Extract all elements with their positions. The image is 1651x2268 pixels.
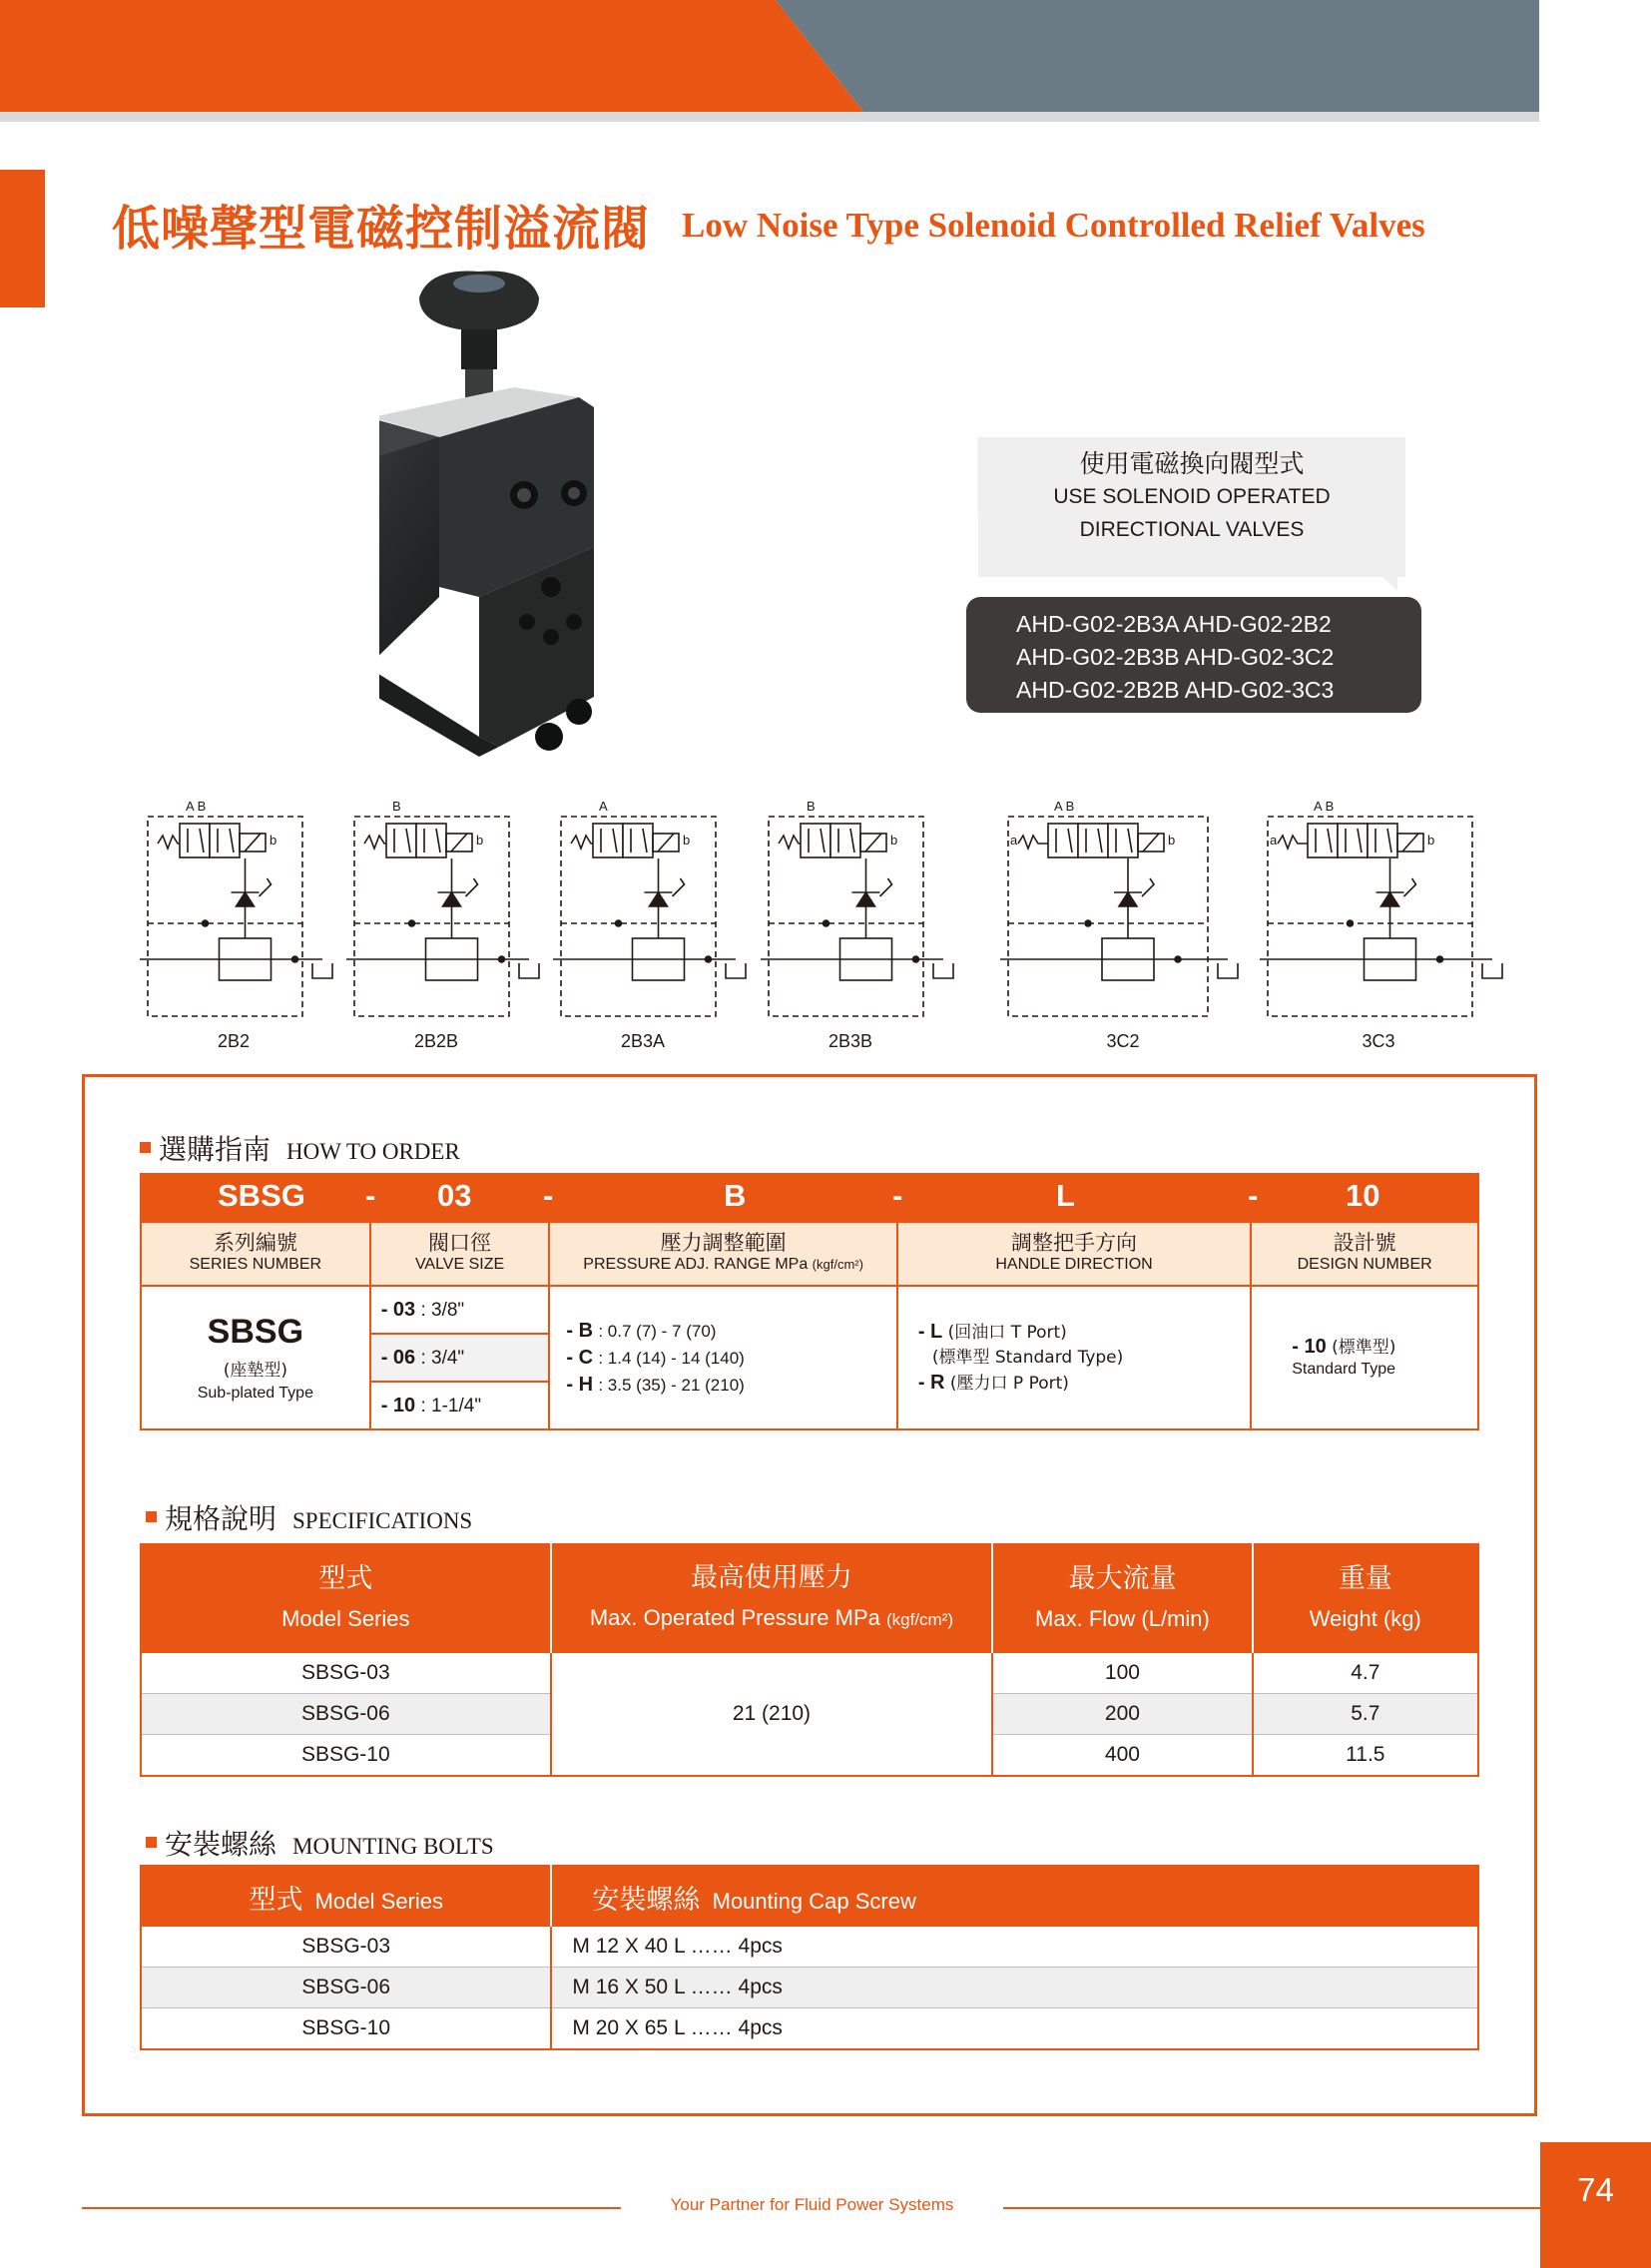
port-label: A B xyxy=(1314,799,1335,814)
size-value: : 1-1/4" xyxy=(420,1395,482,1417)
section-title-cn: 選購指南 xyxy=(159,1133,272,1166)
symbol-2b2 xyxy=(140,799,332,1016)
pressure-code: - H xyxy=(566,1373,594,1396)
spring-symbol xyxy=(571,836,593,849)
bolt-header-en: Mounting Cap Screw xyxy=(712,1888,916,1914)
footer-rule-right xyxy=(1003,2207,1540,2209)
pressure-cell xyxy=(549,1286,896,1429)
adjust-arrow xyxy=(466,878,478,896)
spec-weight: 5.7 xyxy=(1253,1694,1478,1735)
check-symbol xyxy=(650,892,668,906)
order-row xyxy=(141,1286,1478,1334)
code-size: 03 xyxy=(437,1178,472,1213)
symbol-2b3b xyxy=(761,799,953,1016)
code-dash: - xyxy=(365,1178,376,1213)
tank-symbol xyxy=(933,963,953,978)
symbol-label: 2B3B xyxy=(827,1031,873,1051)
handle-option-l xyxy=(918,1320,1249,1346)
col-header-en: VALVE SIZE xyxy=(414,1256,505,1273)
spec-header-en: Weight (kg) xyxy=(1309,1606,1421,1631)
spec-flow: 200 xyxy=(992,1694,1252,1735)
port-label: A B xyxy=(1054,799,1075,814)
pressure-code: - C xyxy=(566,1346,594,1369)
bolt-model: SBSG-03 xyxy=(141,1927,551,1968)
table-row xyxy=(141,2008,1478,2050)
pressure-value: : 1.4 (14) - 14 (140) xyxy=(598,1348,745,1368)
spec-header-en: Model Series xyxy=(281,1606,410,1631)
design-cell xyxy=(1251,1286,1478,1429)
mounting-bolts-table xyxy=(140,1865,1479,2050)
valve-box xyxy=(1048,824,1078,857)
size-code: - 03 xyxy=(380,1298,416,1321)
junction-dot xyxy=(824,920,829,926)
port-label: A xyxy=(599,799,608,814)
junction-dot xyxy=(499,956,505,962)
bolt-screw: M 20 X 65 L …… 4pcs xyxy=(551,2008,1478,2050)
check-symbol xyxy=(1381,892,1399,906)
bolt-header-cn: 型式 xyxy=(249,1884,303,1916)
valve-box xyxy=(1078,824,1108,857)
symbol-2b3a xyxy=(553,799,746,1016)
code-series: SBSG xyxy=(218,1178,305,1213)
port-label: b xyxy=(1168,833,1176,848)
col-header-cn: 閥口徑 xyxy=(428,1231,492,1255)
valve-box xyxy=(623,824,653,857)
how-to-order-title xyxy=(140,1128,460,1168)
junction-dot xyxy=(292,956,298,962)
bolt-header-en: Model Series xyxy=(314,1888,443,1914)
pressure-option xyxy=(566,1318,894,1345)
col-header xyxy=(141,1222,370,1286)
spec-header-row xyxy=(141,1544,1478,1653)
spec-flow: 400 xyxy=(992,1735,1252,1777)
valve-box xyxy=(1368,824,1397,857)
valve-box xyxy=(416,824,446,857)
specifications-table xyxy=(140,1543,1479,1777)
header-divider xyxy=(0,112,1539,122)
adjust-arrow xyxy=(673,878,685,896)
valve-models-row: AHD-G02-2B3B AHD-G02-3C2 xyxy=(1016,644,1335,670)
size-value: : 3/4" xyxy=(420,1347,465,1369)
series-cn: (座墊型) xyxy=(223,1361,287,1381)
bolt-header-row xyxy=(141,1866,1478,1927)
bolt-screw: M 12 X 40 L …… 4pcs xyxy=(551,1927,1478,1968)
adjust-arrow xyxy=(880,878,892,896)
handle-text: (回油口 T Port) xyxy=(947,1322,1067,1343)
handle-standard: (標準型 Standard Type) xyxy=(931,1347,1124,1368)
symbol-label: 2B3A xyxy=(620,1031,666,1051)
col-header xyxy=(549,1222,896,1286)
junction-dot xyxy=(1175,956,1181,962)
valve-box xyxy=(1308,824,1338,857)
spec-weight: 11.5 xyxy=(1253,1735,1478,1777)
spec-header-en: Max. Operated Pressure MPa xyxy=(589,1605,880,1630)
port-label: B xyxy=(807,799,816,814)
valve-box xyxy=(1338,824,1368,857)
col-header-unit: (kgf/cm²) xyxy=(812,1257,863,1272)
valve-box xyxy=(386,824,416,857)
code-pressure: B xyxy=(724,1178,747,1213)
tank-symbol xyxy=(312,963,332,978)
junction-dot xyxy=(706,956,712,962)
callout-line-1: USE SOLENOID OPERATED xyxy=(1053,485,1331,508)
symbol-3c2 xyxy=(1000,799,1238,1016)
handle-option-r xyxy=(918,1371,1249,1397)
symbol-3c3 xyxy=(1260,799,1502,1016)
bolt-model: SBSG-10 xyxy=(141,2008,551,2050)
size-option xyxy=(370,1286,550,1334)
adjust-arrow xyxy=(1142,878,1154,896)
port-label: b xyxy=(890,833,898,848)
port-label: a xyxy=(1270,833,1278,848)
spring-symbol xyxy=(364,836,386,849)
spec-header-cn: 型式 xyxy=(318,1563,373,1594)
valve-box xyxy=(1108,824,1138,857)
col-header xyxy=(370,1222,550,1286)
solenoid-symbol xyxy=(245,834,261,851)
handle-code: - L xyxy=(917,1320,943,1343)
pressure-value: : 3.5 (35) - 21 (210) xyxy=(598,1375,745,1395)
junction-dot xyxy=(616,920,622,926)
valve-product-image xyxy=(379,268,759,777)
spec-model: SBSG-06 xyxy=(141,1694,551,1735)
symbol-label: 2B2 xyxy=(217,1031,251,1051)
page-title-en: Low Noise Type Solenoid Controlled Relief Valves xyxy=(682,206,1425,245)
port-label: b xyxy=(1427,833,1435,848)
spec-pressure: 21 (210) xyxy=(551,1653,993,1776)
symbol-label: 3C2 xyxy=(1106,1031,1140,1051)
check-symbol xyxy=(857,892,875,906)
pressure-option xyxy=(566,1345,894,1372)
solenoid-symbol xyxy=(865,834,881,851)
port-label: A B xyxy=(186,799,207,814)
bolt-header-cn: 安裝螺絲 xyxy=(592,1884,701,1916)
col-header-en: DESIGN NUMBER xyxy=(1297,1256,1432,1273)
mounting-bolts-title xyxy=(146,1823,494,1863)
spec-flow: 100 xyxy=(992,1653,1252,1694)
order-code-bar xyxy=(140,1173,1479,1221)
spec-header xyxy=(992,1544,1252,1653)
pressure-value: : 0.7 (7) - 7 (70) xyxy=(598,1321,717,1341)
valve-models-row: AHD-G02-2B2B AHD-G02-3C3 xyxy=(1016,677,1335,703)
col-header-cn: 調整把手方向 xyxy=(1011,1231,1138,1255)
code-handle: L xyxy=(1056,1178,1075,1213)
bolt-header xyxy=(551,1866,1478,1927)
valve-box xyxy=(593,824,623,857)
spring-symbol xyxy=(158,836,180,849)
page-title-cn: 低噪聲型電磁控制溢流閥 xyxy=(112,201,651,257)
header-orange-band xyxy=(0,0,868,112)
section-title-en: MOUNTING BOLTS xyxy=(292,1834,494,1859)
valve-box xyxy=(210,824,240,857)
col-header-en: SERIES NUMBER xyxy=(189,1256,322,1273)
col-header xyxy=(897,1222,1251,1286)
footer-tagline: Your Partner for Fluid Power Systems xyxy=(670,2195,954,2214)
junction-dot xyxy=(913,956,919,962)
adjust-arrow xyxy=(260,878,272,896)
spring-symbol xyxy=(1018,836,1048,849)
design-en: Standard Type xyxy=(1292,1360,1396,1378)
port-label: b xyxy=(476,833,484,848)
spec-header xyxy=(1253,1544,1478,1653)
series-code: SBSG xyxy=(207,1313,304,1351)
spec-header-unit: (kgf/cm²) xyxy=(885,1610,954,1629)
size-option xyxy=(370,1382,550,1429)
code-dash: - xyxy=(1248,1178,1259,1213)
junction-dot xyxy=(203,920,209,926)
code-dash: - xyxy=(892,1178,903,1213)
spec-weight: 4.7 xyxy=(1253,1653,1478,1694)
table-row xyxy=(141,1653,1478,1694)
section-title-cn: 規格說明 xyxy=(165,1502,277,1535)
bullet-square xyxy=(146,1511,157,1522)
col-header xyxy=(1251,1222,1478,1286)
valve-models-row: AHD-G02-2B3A AHD-G02-2B2 xyxy=(1016,611,1332,637)
bolt-header xyxy=(141,1866,551,1927)
spec-header-cn: 重量 xyxy=(1338,1563,1392,1594)
size-option xyxy=(370,1334,550,1382)
design-code: - 10 xyxy=(1292,1335,1327,1358)
col-header-cn: 壓力調整範圍 xyxy=(660,1231,787,1255)
col-header-en: PRESSURE ADJ. RANGE MPa xyxy=(583,1256,809,1273)
section-title-cn: 安裝螺絲 xyxy=(165,1828,277,1861)
valve-models-list xyxy=(1016,608,1415,707)
symbol-label: 3C3 xyxy=(1362,1031,1395,1051)
check-symbol xyxy=(443,892,461,906)
how-to-order-table xyxy=(140,1221,1479,1430)
callout-line-2: DIRECTIONAL VALVES xyxy=(1079,518,1305,541)
symbol-diagrams xyxy=(140,789,1517,1058)
code-dash: - xyxy=(543,1178,554,1213)
handle-cell xyxy=(897,1286,1251,1429)
section-title-en: HOW TO ORDER xyxy=(286,1139,460,1164)
port-label: a xyxy=(1010,833,1018,848)
tank-symbol xyxy=(1482,963,1502,978)
spec-header-cn: 最高使用壓力 xyxy=(690,1562,852,1593)
valve-box xyxy=(801,824,830,857)
design-cn: (標準型) xyxy=(1332,1337,1396,1358)
symbol-diagrams-svg xyxy=(140,789,1517,1018)
order-header-row xyxy=(141,1222,1478,1286)
valve-box xyxy=(830,824,860,857)
spec-header-en: Max. Flow (L/min) xyxy=(1035,1606,1210,1631)
tank-symbol xyxy=(1218,963,1238,978)
callout-text xyxy=(978,447,1405,546)
size-code: - 10 xyxy=(380,1394,416,1417)
col-header-cn: 設計號 xyxy=(1333,1231,1396,1255)
code-design: 10 xyxy=(1346,1178,1380,1213)
tank-symbol xyxy=(519,963,539,978)
side-tab-marker xyxy=(0,170,45,307)
specifications-title xyxy=(146,1497,472,1537)
junction-dot xyxy=(1437,956,1443,962)
handle-text: (壓力口 P Port) xyxy=(949,1373,1069,1394)
bullet-square xyxy=(146,1837,157,1848)
solenoid-symbol xyxy=(658,834,674,851)
col-header-en: HANDLE DIRECTION xyxy=(995,1256,1153,1273)
spec-model: SBSG-10 xyxy=(141,1735,551,1777)
adjust-arrow xyxy=(1404,878,1416,896)
size-value: : 3/8" xyxy=(420,1299,465,1321)
series-cell xyxy=(141,1286,370,1429)
spec-header-cn: 最大流量 xyxy=(1068,1563,1177,1594)
size-code: - 06 xyxy=(380,1346,416,1369)
spring-symbol xyxy=(779,836,801,849)
solenoid-symbol xyxy=(451,834,467,851)
port-label: B xyxy=(392,799,401,814)
bullet-square xyxy=(140,1142,151,1153)
spec-header xyxy=(551,1544,993,1653)
table-row xyxy=(141,1968,1478,2008)
spring-symbol xyxy=(1278,836,1308,849)
handle-code: - R xyxy=(917,1371,945,1394)
section-title-en: SPECIFICATIONS xyxy=(292,1508,473,1533)
check-symbol xyxy=(237,892,255,906)
spec-header xyxy=(141,1544,551,1653)
tank-symbol xyxy=(726,963,746,978)
callout-title-cn: 使用電磁換向閥型式 xyxy=(1079,449,1305,478)
port-label: b xyxy=(683,833,691,848)
series-en: Sub-plated Type xyxy=(197,1385,313,1402)
table-row xyxy=(141,1927,1478,1968)
symbol-2b2b xyxy=(346,799,539,1016)
spec-model: SBSG-03 xyxy=(141,1653,551,1694)
page-number: 74 xyxy=(1577,2171,1614,2208)
pressure-option xyxy=(566,1372,894,1399)
bolt-model: SBSG-06 xyxy=(141,1968,551,2008)
port-label: b xyxy=(270,833,277,848)
junction-dot xyxy=(1348,920,1354,926)
footer-rule-left xyxy=(82,2207,621,2209)
valve-box xyxy=(180,824,210,857)
junction-dot xyxy=(1085,920,1091,926)
col-header-cn: 系列編號 xyxy=(213,1231,297,1255)
check-symbol xyxy=(1119,892,1137,906)
bolt-screw: M 16 X 50 L …… 4pcs xyxy=(551,1968,1478,2008)
junction-dot xyxy=(409,920,415,926)
solenoid-symbol xyxy=(1143,834,1159,851)
solenoid-symbol xyxy=(1402,834,1418,851)
pressure-code: - B xyxy=(566,1319,594,1342)
symbol-label: 2B2B xyxy=(413,1031,459,1051)
